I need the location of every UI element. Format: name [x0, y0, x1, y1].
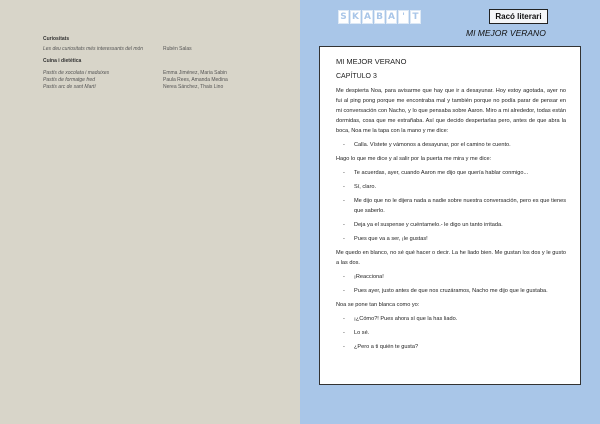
paragraph: Me despierta Noa, para avisarme que hay que ir a desayunar. Hoy estoy agotada, ayer no fui al ping pong porque me encontraba mal y también porque no podía parar de pensar en mi conversación con Nacho, y lo que pensaba sobre Aaron. Miro a mi alrededor, todas están dormidas, cosa que me extrañaba. Así que decido despertarlas pero, antes de que abra la boca, Noa me la tapa con la mano y me dice: — [336, 88, 566, 134]
dialogue-line: - ¿Pero a ti quién te gusta? — [336, 342, 566, 352]
logo-letter: S — [338, 10, 349, 24]
dialogue-list — [336, 314, 566, 352]
paragraph: Noa se pone tan blanca como yo: — [336, 302, 420, 308]
logo-letter: K — [350, 10, 361, 24]
article-title: Pastís de formatge fred — [43, 77, 95, 83]
dialogue-line: - Pues ayer, justo antes de que nos cruzáramos, Nacho me dijo que le gustaba. — [336, 286, 566, 296]
article-title: Pastís arc de sant Martí — [43, 84, 96, 90]
logo-letter: A — [362, 10, 373, 24]
dialogue-list — [336, 168, 566, 244]
dialogue-line: - ¡¿Cómo?! Pues ahora sí que la has liado. — [336, 314, 566, 324]
section-label-box: Racó literari — [489, 9, 548, 24]
dialogue-line: - Pues que va a ser, ¡le gustas! — [336, 234, 566, 244]
article-title: Pastís de xocolata i maduixes — [43, 70, 110, 76]
article-author: Nerea Sánchez, Thais Lino — [163, 84, 224, 90]
dialogue-list — [336, 272, 566, 296]
dialogue-line: - Calla. Vístete y vámonos a desayunar, por el camino te cuento. — [336, 140, 566, 150]
dialogue-line: - Me dijo que no le dijera nada a nadie sobre nuestra conversación, pero es que tienes que saberlo. — [336, 196, 566, 216]
story-title: MI MEJOR VERANO — [336, 57, 407, 66]
dialogue-list — [336, 140, 566, 150]
logo-letter: ' — [398, 10, 409, 24]
dialogue-line: - ¡Reacciona! — [336, 272, 566, 282]
dialogue-line: - Te acuerdas, ayer, cuando Aaron me dijo que quería hablar conmigo... — [336, 168, 566, 178]
logo-letter: B — [374, 10, 385, 24]
article-author: Emma Jiménez, Maria Sabin — [163, 70, 227, 76]
dialogue-line: - Lo sé. — [336, 328, 566, 338]
article-author: Rubén Salas — [163, 46, 192, 52]
story-card — [319, 46, 581, 385]
magazine-logo — [338, 10, 421, 24]
logo-letter: A — [386, 10, 397, 24]
section-heading-cuina: Cuina i dietètica — [43, 58, 82, 64]
dialogue-line: - Deja ya el suspense y cuéntamelo.- le digo un tanto irritada. — [336, 220, 566, 230]
story-header-title: MI MEJOR VERANO — [466, 28, 546, 38]
chapter-title: CAPÍTULO 3 — [336, 73, 377, 80]
paragraph: Me quedo en blanco, no sé qué hacer o decir. La he liado bien. Me gustan los dos y le gusto a las dos. — [336, 250, 566, 266]
dialogue-line: - Sí, claro. — [336, 182, 566, 192]
paragraph: Hago lo que me dice y al salir por la puerta me mira y me dice: — [336, 156, 492, 162]
logo-letter: T — [410, 10, 421, 24]
article-author: Paula Rees, Amanda Medina — [163, 77, 228, 83]
article-title: Les deu curiositats més interessants del món — [43, 46, 144, 52]
section-heading-curiositats: Curiositats — [43, 36, 70, 42]
